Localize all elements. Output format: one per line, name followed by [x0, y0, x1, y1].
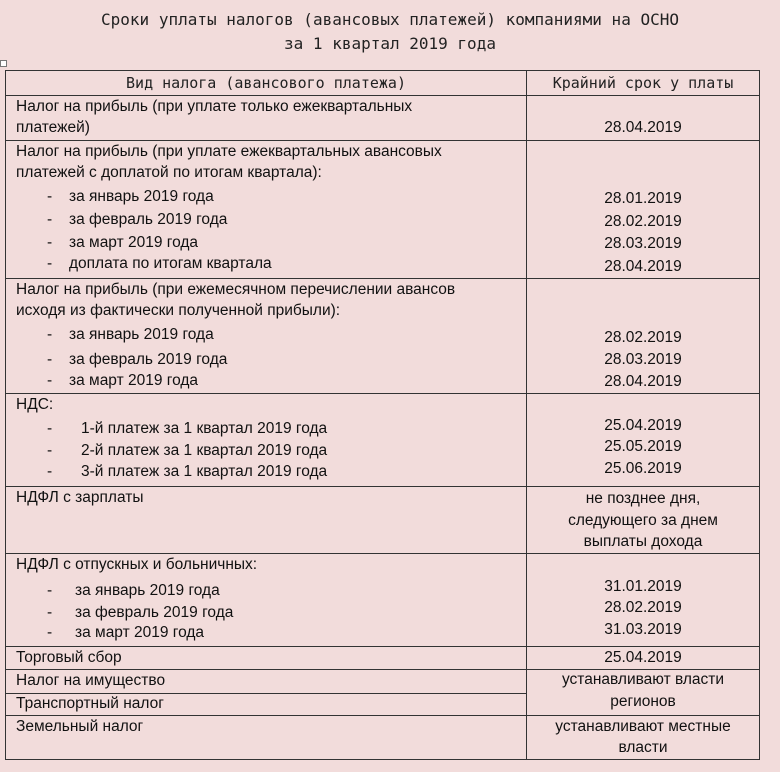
row-label: Земельный налог: [16, 718, 144, 735]
row-label: Торговый сбор: [16, 649, 122, 666]
table-row: [6, 278, 759, 393]
list-item: за февраль 2019 года: [75, 604, 234, 621]
deadline-date: 25.06.2019: [604, 460, 682, 477]
list-item: за март 2019 года: [75, 624, 205, 641]
deadline-date: 28.02.2019: [604, 329, 682, 346]
table-row: [6, 95, 759, 140]
table-row: [6, 669, 759, 715]
list-bullet: -: [47, 463, 53, 480]
list-bullet: -: [47, 582, 53, 599]
deadline-text: не позднее дня,: [585, 490, 701, 507]
deadline-date: 25.05.2019: [604, 438, 682, 455]
header-tax-type: Вид налога (авансового платежа): [126, 74, 406, 92]
row-label-cont: платежей с доплатой по итогам квартала):: [16, 164, 322, 181]
deadline-text: регионов: [610, 693, 676, 710]
list-bullet: -: [47, 420, 53, 437]
row-label: Налог на прибыль (при уплате ежеквартальных авансовых: [16, 143, 442, 160]
list-item: доплата по итогам квартала: [69, 255, 272, 272]
list-item: за январь 2019 года: [75, 582, 220, 599]
deadline-date: 25.04.2019: [604, 649, 682, 666]
list-bullet: -: [47, 188, 53, 205]
deadline-date: 25.04.2019: [604, 417, 682, 434]
list-item: 1-й платеж за 1 квартал 2019 года: [81, 420, 328, 437]
row-label: Налог на имущество: [16, 672, 166, 689]
table-row: [6, 553, 759, 646]
row-label: Транспортный налог: [16, 695, 164, 712]
title-line-2: за 1 квартал 2019 года: [284, 34, 496, 53]
deadline-text: следующего за днем: [568, 512, 718, 529]
deadline-date: 28.03.2019: [604, 351, 682, 368]
row-label: Налог на прибыль (при ежемесячном перечислении авансов: [16, 281, 456, 298]
list-bullet: -: [47, 211, 53, 228]
list-bullet: -: [47, 442, 53, 459]
deadline-date: 31.01.2019: [604, 578, 682, 595]
deadline-date: 28.03.2019: [604, 235, 682, 252]
deadline-date: 28.04.2019: [604, 119, 682, 136]
row-label: НДС:: [16, 396, 54, 413]
deadline-text: устанавливают власти: [561, 671, 725, 688]
list-item: за февраль 2019 года: [69, 351, 228, 368]
list-item: за март 2019 года: [69, 372, 199, 389]
list-item: за февраль 2019 года: [69, 211, 228, 228]
deadline-date: 28.04.2019: [604, 373, 682, 390]
table-move-handle-icon[interactable]: [0, 60, 7, 67]
list-bullet: -: [47, 604, 53, 621]
list-bullet: -: [47, 326, 53, 343]
row-label: НДФЛ с зарплаты: [16, 489, 144, 506]
list-item: за январь 2019 года: [69, 188, 214, 205]
row-label: Налог на прибыль (при уплате только ежеквартальных: [16, 98, 413, 115]
table-row: [6, 646, 759, 669]
list-item: за март 2019 года: [69, 234, 199, 251]
title-line-1: Сроки уплаты налогов (авансовых платежей) компаниями на ОСНО: [101, 10, 679, 29]
table-row: [6, 486, 759, 553]
list-bullet: -: [47, 234, 53, 251]
deadline-text: устанавливают местные: [555, 718, 731, 735]
table-row: [6, 715, 759, 759]
table-header-row: [6, 71, 759, 95]
list-item: 3-й платеж за 1 квартал 2019 года: [81, 463, 328, 480]
deadline-text: власти: [618, 739, 668, 756]
page-title: [0, 8, 780, 56]
list-item: 2-й платеж за 1 квартал 2019 года: [81, 442, 328, 459]
deadline-text: выплаты дохода: [583, 533, 703, 550]
list-bullet: -: [47, 372, 53, 389]
list-bullet: -: [47, 351, 53, 368]
deadline-date: 31.03.2019: [604, 621, 682, 638]
row-label: НДФЛ с отпускных и больничных:: [16, 556, 258, 573]
list-bullet: -: [47, 255, 53, 272]
table-row: [6, 393, 759, 486]
deadline-date: 28.04.2019: [604, 258, 682, 275]
deadline-date: 28.02.2019: [604, 213, 682, 230]
list-item: за январь 2019 года: [69, 326, 214, 343]
table-row: [6, 140, 759, 278]
list-bullet: -: [47, 624, 53, 641]
deadline-date: 28.02.2019: [604, 599, 682, 616]
deadline-date: 28.01.2019: [604, 190, 682, 207]
header-deadline: Крайний срок у платы: [552, 74, 734, 92]
row-label-cont: платежей): [16, 119, 90, 136]
tax-deadlines-table: [5, 70, 760, 760]
row-label-cont: исходя из фактически полученной прибыли):: [16, 302, 341, 319]
